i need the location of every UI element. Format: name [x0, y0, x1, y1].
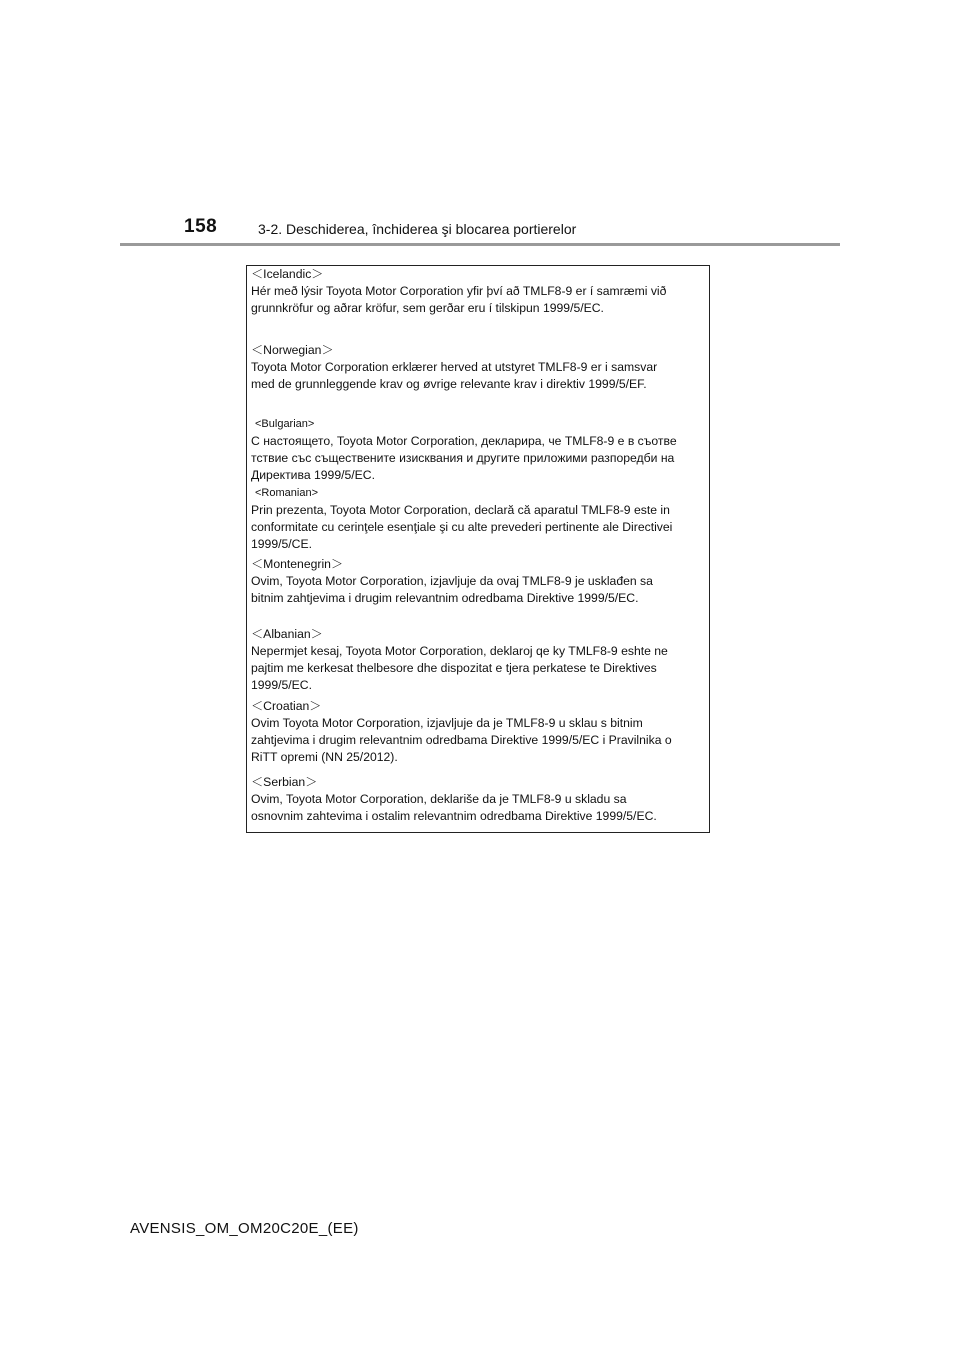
section-title: 3-2. Deschiderea, închiderea şi blocarea portierelor — [258, 221, 577, 237]
language-label: ＜Croatian＞ — [251, 699, 322, 713]
declaration-text: Ovim, Toyota Motor Corporation, izjavljuje da ovaj TMLF8-9 je usklađen sa bitnim zahtjevima i drugim relevantnim odredbama Direktive 1999/5/EC. — [251, 574, 653, 605]
document-code: AVENSIS_OM_OM20C20E_(EE) — [130, 1220, 359, 1237]
declaration-text: Prin prezenta, Toyota Motor Corporation, declară că aparatul TMLF8-9 este in conformitate cu cerinţele esenţiale şi cu alte prevederi pertinente ale Directivei 1999/5/CE. — [251, 503, 673, 551]
declaration-bulgarian — [251, 416, 707, 484]
declaration-croatian — [251, 698, 707, 766]
declaration-text: Toyota Motor Corporation erklærer herved at utstyret TMLF8-9 er i samsvar med de grunnleggende krav og øvrige relevante krav i direktiv 1999/5/EF. — [251, 360, 658, 391]
declaration-text: Ovim, Toyota Motor Corporation, deklariše da je TMLF8-9 u skladu sa osnovnim zahtevima i ostalim relevantnim odredbama Direktive 1999/5/EC. — [251, 792, 657, 823]
language-label: ＜Serbian＞ — [251, 775, 318, 789]
declaration-norwegian — [251, 342, 707, 393]
declaration-text: Ovim Toyota Motor Corporation, izjavljuje da je TMLF8-9 u sklau s bitnim zahtjevima i drugim relevantnim odredbama Direktive 1999/5/EC i Pravilnika o RiTT opremi (NN 25/2012). — [251, 716, 672, 764]
declaration-serbian — [251, 774, 707, 825]
declaration-text: Nepermjet kesaj, Toyota Motor Corporation, deklaroj qe ky TMLF8-9 eshte ne pajtim me kerkesat thelbesore dhe dispozitat e tjera perkatese te Direktives 1999/5/EC. — [251, 644, 668, 692]
declaration-romanian — [251, 485, 707, 553]
declaration-text: С настоящето, Toyota Motor Corporation, декларира, че TMLF8-9 е в съотве тствие със съществените изисквания и другите приложими разпоредби на Директива 1999/5/EC. — [251, 434, 677, 482]
declaration-box — [246, 265, 710, 833]
header-rule — [120, 243, 840, 246]
language-label: ＜Norwegian＞ — [251, 343, 334, 357]
language-label: <Bulgarian> — [255, 418, 315, 430]
declaration-text: Hér með lýsir Toyota Motor Corporation yfir því að TMLF8-9 er í samræmi við grunnkröfur og aðrar kröfur, sem gerðar eru í tilskipun 1999/5/EC. — [251, 284, 667, 315]
language-label: ＜Icelandic＞ — [251, 267, 324, 281]
declaration-montenegrin — [251, 556, 707, 607]
declaration-icelandic — [251, 266, 707, 317]
language-label: ＜Albanian＞ — [251, 627, 323, 641]
declaration-albanian — [251, 626, 707, 694]
language-label: <Romanian> — [255, 487, 318, 499]
page-number: 158 — [184, 216, 218, 237]
language-label: ＜Montenegrin＞ — [251, 557, 344, 571]
